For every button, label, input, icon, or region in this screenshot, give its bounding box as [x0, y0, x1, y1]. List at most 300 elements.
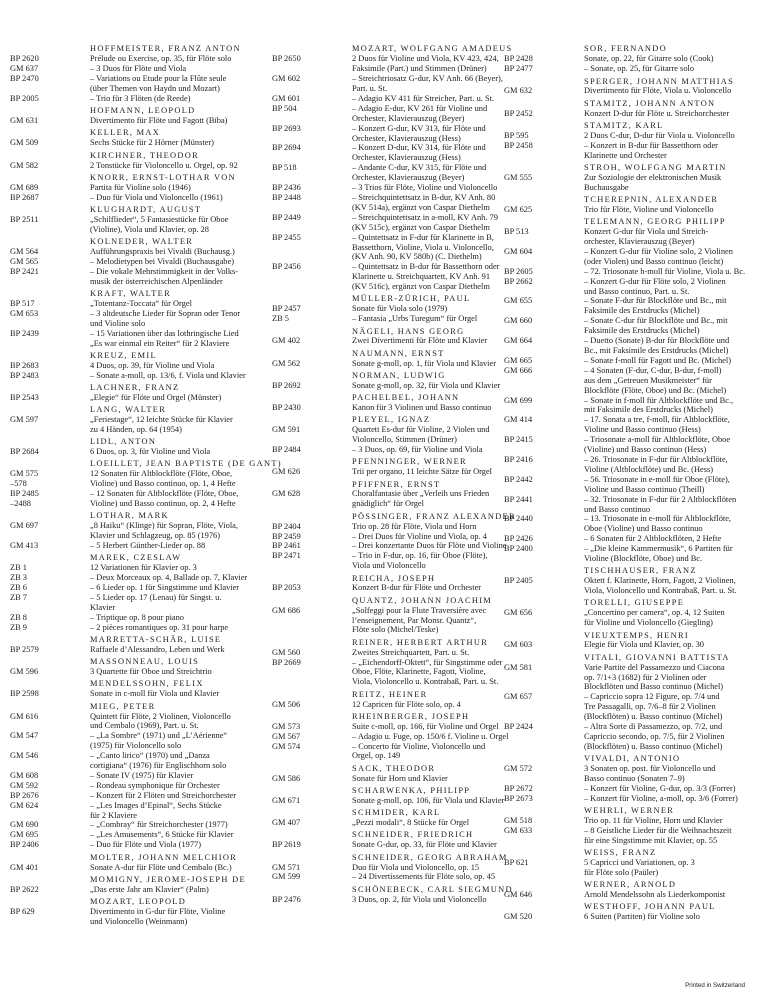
catalog-entry	[272, 262, 510, 292]
catalog-entry	[272, 840, 510, 850]
work-description-line: 6 Duos, op. 3, für Violine und Viola	[90, 447, 211, 457]
work-description-line: – Konzert in B-dur für Bassetthorn oder	[584, 140, 718, 150]
work-description-line: Blockflöten und Basso continuo (Michel)	[584, 682, 724, 692]
catalog-entry	[504, 356, 750, 366]
catalog-entry	[504, 794, 750, 804]
work-description-line: – 3 Duos, op. 69, für Violine und Viola	[352, 445, 483, 455]
catalog-entry	[10, 183, 248, 193]
work-description-line: „Es war einmal ein Reiter“ für 2 Klaviere	[90, 338, 230, 348]
catalog-number: ZB 7	[10, 592, 27, 602]
composer-heading: LANG, WALTER	[90, 405, 167, 415]
work-description-line: – „Die kleine Kammermusik“, 6 Partiten für	[584, 544, 733, 554]
work-description-line: 2 Duos für Violine und Viola, KV 423, 424,	[352, 54, 499, 64]
catalog-entry	[10, 499, 248, 509]
catalog-number: GM 666	[504, 365, 533, 375]
composer-heading: WERNER, ARNOLD	[584, 880, 677, 890]
catalog-number: GM 564	[10, 246, 39, 256]
catalog-entry	[504, 640, 750, 650]
work-description-line: – Altra Sorte di Passamezzo, op. 7/2, und	[584, 722, 723, 732]
catalog-entry	[272, 467, 510, 477]
catalog-number: BP 2470	[10, 74, 39, 84]
catalog-number: BP 2620	[10, 54, 39, 64]
composer-heading: TORELLI, GIUSEPPE	[584, 598, 685, 608]
work-description-line: Trio op. 11 für Violine, Horn und Klavier	[584, 816, 723, 826]
work-description-line: Capriccio secondo, op. 7/5, für 2 Violinen	[584, 732, 725, 742]
catalog-number: GM 546	[10, 751, 39, 761]
work-description-line: 3 Duos, op. 2, für Viola und Violoncello	[352, 894, 487, 904]
catalog-entry	[272, 722, 510, 732]
work-description-line: – Konzert für Violine, G-dur, op. 3/3 (Forrer)	[584, 783, 736, 793]
composer-heading: PACHELBEL, JOHANN	[352, 393, 460, 403]
work-description-line: Faksimile (Part.) und Stimmen (Drüner)	[352, 64, 487, 74]
catalog-number: GM 413	[10, 541, 39, 551]
work-description-line: Orchester, Klavierauszug (Hess)	[352, 153, 461, 163]
work-description-line: Klarinette und Orchester	[584, 150, 667, 160]
work-description-line: 12 Variationen für Klavier op. 3	[90, 563, 197, 573]
catalog-entry	[272, 94, 510, 104]
work-description-line: Sechs Stücke für 2 Hörner (Münster)	[90, 138, 214, 148]
catalog-entry	[10, 257, 248, 267]
catalog-entry	[10, 161, 248, 171]
catalog-number: BP 2426	[504, 534, 533, 544]
catalog-number: BP 595	[504, 130, 529, 140]
work-description-line: Bc., mit Faksimile des Erstdrucks (Michel)	[584, 346, 729, 356]
work-description-line: cortigiana“ (1976) für Englischhorn solo	[90, 761, 227, 771]
catalog-number: BP 2421	[10, 266, 39, 276]
catalog-number: GM 562	[272, 358, 301, 368]
composer-heading: REINER, HERBERT ARTHUR	[352, 637, 489, 647]
work-description-line: Konzert G-dur für Viola und Streich-	[584, 227, 709, 237]
composer-heading: QUANTZ, JOHANN JOACHIM	[352, 595, 493, 605]
work-description-line: Viola und Violoncello	[352, 561, 426, 571]
catalog-entry	[10, 54, 248, 64]
catalog-entry	[504, 141, 750, 161]
composer-heading: MIEG, PETER	[90, 701, 156, 711]
catalog-entry	[10, 415, 248, 435]
catalog-entry	[272, 425, 510, 445]
work-description-line: Sonate, op. 22, für Gitarre solo (Cook)	[584, 54, 714, 64]
catalog-number: GM 604	[504, 246, 533, 256]
work-description-line: (KV 515c), ergänzt von Caspar Diethelm	[352, 222, 490, 232]
catalog-number: GM 407	[272, 818, 301, 828]
catalog-number: GM 547	[10, 731, 39, 741]
catalog-number: BP 2662	[504, 276, 533, 286]
catalog-entry	[10, 267, 248, 287]
work-description-line: – Streichquintettsatz in B-dur, KV Anh. 80	[352, 192, 496, 202]
catalog-number: BP 2458	[504, 140, 533, 150]
catalog-entry	[272, 213, 510, 233]
catalog-number: ZB 6	[10, 583, 27, 593]
catalog-number: BP 2441	[504, 494, 533, 504]
printed-in-note: Printed in Switzerland	[685, 982, 745, 989]
catalog-entry	[272, 872, 510, 882]
work-description-line: Klavier und Schlagzeug, op. 85 (1976)	[90, 531, 221, 541]
composer-heading: MAREK, CZESLAW	[90, 553, 182, 563]
work-description-line: op. 7/1+3 (1682) für 2 Violinen oder	[584, 672, 707, 682]
composer-heading: STAMITZ, JOHANN ANTON	[584, 98, 716, 108]
catalog-number: BP 2471	[272, 551, 301, 561]
composer-heading: KRAFT, WALTER	[90, 288, 171, 298]
composer-heading: MÜLLER-ZÜRICH, PAUL	[352, 294, 471, 304]
work-description-line: Varie Partite del Passamezzo und Ciacona	[584, 662, 725, 672]
catalog-number: BP 513	[504, 227, 529, 237]
catalog-number: BP 2598	[10, 689, 39, 699]
work-description-line: (Violine), Viola und Klavier, op. 28	[90, 224, 209, 234]
work-description-line: „Solfeggi pour la Flute Traversière avec	[352, 605, 487, 615]
catalog-entry	[10, 116, 248, 126]
work-description-line: – 15 Variationen über das lothringische Lied	[90, 328, 239, 338]
catalog-entry	[10, 309, 248, 329]
catalog-number: BP 2622	[10, 884, 39, 894]
catalog-number: BP 2676	[10, 790, 39, 800]
catalog-entry	[272, 774, 510, 784]
work-description-line: „Pezzi modali“, 8 Stücke für Orgel	[352, 818, 470, 828]
catalog-number: BP 2439	[10, 328, 39, 338]
catalog-entry	[504, 608, 750, 628]
work-description-line: Sonate in c-moll für Viola und Klavier	[90, 689, 220, 699]
catalog-number: BP 2415	[504, 435, 533, 445]
work-description-line: – Deux Morceaux op. 4, Ballade op. 7, Klavier	[90, 573, 248, 583]
catalog-entry	[504, 396, 750, 416]
catalog-column-3	[504, 42, 750, 922]
catalog-number: GM 592	[10, 780, 39, 790]
composer-heading: LACHNER, FRANZ	[90, 382, 180, 392]
work-description-line: Divertimento in G-dur für Flöte, Violine	[90, 906, 226, 916]
catalog-entry	[504, 692, 750, 722]
composer-heading: WESTHOFF, JOHANN PAUL	[584, 902, 716, 912]
composer-heading: SCHÖNEBECK, CARL SIEGMUND	[352, 884, 513, 894]
work-description-line: „Schilflieder“, 5 Fantasiestücke für Oboe	[90, 214, 229, 224]
catalog-entry	[272, 183, 510, 193]
catalog-number: GM 633	[504, 825, 533, 835]
catalog-number: GM 689	[10, 182, 39, 192]
work-description-line: – Trio für 3 Flöten (de Reede)	[90, 93, 191, 103]
catalog-entry	[10, 247, 248, 257]
catalog-entry	[10, 907, 248, 927]
catalog-number: GM 599	[272, 872, 301, 882]
work-description-line: für 2 Klaviere	[90, 810, 137, 820]
catalog-entry	[504, 54, 750, 64]
catalog-entry	[272, 359, 510, 369]
composer-heading: WEHRLI, WERNER	[584, 806, 675, 816]
catalog-number: GM 695	[10, 830, 39, 840]
composer-heading: MARRETTA-SCHÄR, LUISE	[90, 635, 222, 644]
catalog-number: BP 2692	[272, 380, 301, 390]
catalog-entry	[504, 227, 750, 247]
composer-heading: PÖSSINGER, FRANZ ALEXANDER	[352, 511, 516, 521]
work-description-line: – Triptique op. 8 pour piano	[90, 612, 184, 622]
composer-heading: TELEMANN, GEORG PHILIPP	[584, 217, 726, 227]
catalog-number: BP 2457	[272, 304, 301, 314]
work-description-line: – Duo für Flöte und Viola (1977)	[90, 840, 201, 850]
catalog-number: BP 2694	[272, 143, 301, 153]
catalog-entry	[504, 64, 750, 74]
work-description-line: „Concertino per camera“, op. 4, 12 Suiten	[584, 608, 725, 618]
catalog-entry	[272, 233, 510, 263]
catalog-number: GM 574	[272, 741, 301, 751]
catalog-number: BP 2428	[504, 54, 533, 64]
catalog-entry	[10, 840, 248, 850]
work-description-line: – 3 Trios für Flöte, Violine und Violoncello	[352, 183, 498, 193]
catalog-number: GM 686	[272, 605, 301, 615]
catalog-number: BP 2416	[504, 454, 533, 464]
work-description-line: Part. u. St.	[352, 84, 388, 94]
catalog-number: BP 621	[504, 858, 529, 868]
work-description-line: – Adagio E-dur, KV 261 für Violine und	[352, 103, 488, 113]
catalog-number: ZB 8	[10, 612, 27, 622]
work-description-line: – 26. Triosonate in F-dur für Altblockflöte,	[584, 454, 728, 464]
work-description-line: (KV 514a), ergänzt von Caspar Diethelm	[352, 202, 490, 212]
catalog-number: BP 2442	[504, 474, 533, 484]
catalog-entry	[272, 522, 510, 532]
catalog-entry	[504, 296, 750, 316]
work-description-line: Quartett Es-dur für Violine, 2 Violen und	[352, 425, 490, 435]
work-description-line: 12 Sonaten für Altblockflöte (Flöte, Oboe,	[90, 469, 233, 479]
catalog-number: BP 2484	[272, 445, 301, 455]
catalog-number: BP 2683	[10, 360, 39, 370]
catalog-number: BP 2619	[272, 840, 301, 850]
catalog-entry	[504, 277, 750, 297]
catalog-number: BP 2605	[504, 266, 533, 276]
catalog-number: BP 2430	[272, 403, 301, 413]
work-description-line: 6 Suiten (Partiten) für Violine solo	[584, 912, 700, 922]
catalog-entry	[10, 521, 248, 541]
catalog-entry	[10, 215, 248, 235]
work-description-line: Arnold Mendelssohn als Liederkomponist	[584, 890, 726, 900]
catalog-entry	[504, 912, 750, 922]
composer-heading: VIVALDI, ANTONIO	[584, 754, 681, 764]
catalog-number: BP 2424	[504, 722, 533, 732]
work-description-line: (Violine) und Basso continuo (Hess)	[584, 445, 707, 455]
catalog-number: GM 555	[504, 172, 533, 182]
catalog-number: GM 572	[504, 764, 533, 774]
catalog-number: BP 2476	[272, 894, 301, 904]
catalog-entry	[504, 109, 750, 119]
work-description-line: Zweites Streichquartett, Part. u. St.	[352, 647, 470, 657]
composer-heading: KELLER, MAX	[90, 128, 161, 138]
catalog-number: BP 518	[272, 163, 297, 173]
work-description-line: – Streichtriosatz G-dur, KV Anh. 66 (Beyer),	[352, 74, 503, 84]
composer-heading: KREUZ, EMIL	[90, 350, 157, 360]
catalog-number: GM 571	[272, 862, 301, 872]
composer-heading: KNORR, ERNST-LOTHAR VON	[90, 172, 236, 182]
catalog-entry	[504, 890, 750, 900]
work-description-line: – 4 Sonaten (F-dur, C-dur, B-dur, f-moll)	[584, 365, 722, 375]
work-description-line: – Die vokale Mehrstimmigkeit in der Volks-	[90, 266, 239, 276]
work-description-line: „Elegie“ für Flöte und Orgel (Münster)	[90, 392, 222, 402]
catalog-number: GM 602	[272, 74, 301, 84]
composer-heading: TISCHHAUSER, FRANZ	[584, 566, 697, 576]
work-description-line: Raffaele d’Alessandro, Leben und Werk	[90, 644, 225, 654]
work-description-line: Zwei Divertimenti für Flöte und Klavier	[352, 336, 488, 346]
work-description-line: Faksimile des Erstdrucks (Michel)	[584, 326, 700, 336]
catalog-entry	[10, 689, 248, 699]
work-description-line: – 3 Duos für Flöte und Viola	[90, 64, 187, 74]
work-description-line: – 6 Lieder op. 1 für Singstimme und Klavier	[90, 583, 240, 593]
catalog-number: BP 2673	[504, 793, 533, 803]
work-description-line: – „Eichendorff-Oktett“, für Singstimme oder	[352, 657, 503, 667]
composer-heading: VITALI, GIOVANNI BATTISTA	[584, 652, 730, 662]
work-description-line: – Konzert G-dur für Violine solo, 2 Violinen	[584, 246, 733, 256]
work-description-line: Sonate A-dur für Flöte und Cembalo (Bc.)	[90, 862, 232, 872]
composer-heading: SCHNEIDER, FRIEDRICH	[352, 830, 474, 840]
catalog-entry	[10, 583, 248, 593]
catalog-entry	[10, 731, 248, 751]
work-description-line: „Totentanz-Toccata“ für Orgel	[90, 298, 192, 308]
work-description-line: – Sonate, op. 25, für Gitarre solo	[584, 64, 695, 74]
composer-heading: LOTHAR, MARK	[90, 511, 169, 521]
catalog-entry	[10, 801, 248, 821]
work-description-line: Sonate g-moll, op. 106, für Viola und Klavier	[352, 795, 505, 805]
work-description-line: – Sonate IV (1975) für Klavier	[90, 770, 194, 780]
work-description-line: – Streichquintettsatz in a-moll, KV Anh. 79	[352, 212, 498, 222]
composer-heading: MOLTER, JOHANN MELCHIOR	[90, 852, 238, 862]
work-description-line: Viola, Violoncello u. Kontrabaß, Part. u. St.	[352, 677, 499, 687]
work-description-line: Kanon für 3 Violinen und Basso continuo	[352, 403, 492, 413]
composer-heading: TCHEREPNIN, ALEXANDER	[584, 195, 719, 205]
catalog-entry	[272, 336, 510, 346]
catalog-number: GM 565	[10, 256, 39, 266]
work-description-line: Elegie für Viola und Klavier, op. 30	[584, 640, 704, 650]
catalog-entry	[504, 784, 750, 794]
catalog-number: GM 573	[272, 721, 301, 731]
work-description-line: – 3 altdeutsche Lieder für Sopran oder Tenor	[90, 308, 241, 318]
catalog-entry	[10, 329, 248, 349]
catalog-entry	[504, 455, 750, 475]
work-description-line: Sonate g-moll, op. 1, für Viola und Klavier	[352, 358, 497, 368]
catalog-entry	[504, 247, 750, 267]
catalog-entry	[272, 124, 510, 144]
work-description-line: (Blockflöten) u. Basso continuo (Michel)	[584, 712, 723, 722]
work-description-line: – Andante C-dur, KV 315, für Flöte und	[352, 163, 487, 173]
catalog-number: GM 603	[504, 640, 533, 650]
catalog-entry	[504, 722, 750, 752]
catalog-entry	[10, 613, 248, 623]
work-description-line: und Violine solo	[90, 318, 146, 328]
work-description-line: – Duetto (Sonate) B-dur für Blockflöte und	[584, 336, 730, 346]
catalog-number: GM 655	[504, 296, 533, 306]
work-description-line: „8 Haiku“ (Klinge) für Sopran, Flöte, Viola,	[90, 521, 238, 531]
catalog-entry	[504, 86, 750, 96]
catalog-number: GM 653	[10, 308, 39, 318]
catalog-entry	[10, 138, 248, 148]
work-description-line: Konzert D-dur für Flöte u. Streichorchester	[584, 108, 730, 118]
catalog-entry	[272, 314, 510, 324]
catalog-entry	[10, 645, 248, 655]
work-description-line: gnädiglich“ für Orgel	[352, 499, 424, 509]
catalog-entry	[10, 74, 248, 94]
work-description-line: – Triosonate a-moll für Altblockflöte, Oboe	[584, 435, 731, 445]
work-description-line: – Sonate in f-moll für Altblockflöte und Bc.,	[584, 395, 734, 405]
composer-heading: LIDL, ANTON	[90, 437, 157, 447]
catalog-entry	[272, 74, 510, 94]
catalog-entry	[504, 415, 750, 435]
catalog-number: ZB 1	[10, 563, 27, 573]
work-description-line: Tre Passagalli, op. 7/6–8 für 2 Violinen	[584, 702, 716, 712]
work-description-line: – Sonate C-dur für Blockflöte und Bc., mit	[584, 316, 728, 326]
work-description-line: Zur Soziologie der elektronischen Musik	[584, 172, 722, 182]
catalog-entry	[272, 583, 510, 593]
composer-heading: KOLNEDER, WALTER	[90, 237, 194, 247]
catalog-entry	[272, 143, 510, 163]
catalog-entry	[272, 732, 510, 742]
work-description-line: – Capriccio sopra 12 Figure, op. 7/4 und	[584, 692, 720, 702]
work-description-line: Violine (Blockflöte, Oboe) und Bc.	[584, 554, 703, 564]
composer-heading: SPERGER, JOHANN MATTHIAS	[584, 76, 735, 86]
work-description-line: Prélude ou Exercise, op. 35, für Flöte solo	[90, 54, 232, 64]
catalog-number: GM 401	[10, 862, 39, 872]
catalog-number: BP 2461	[272, 541, 301, 551]
catalog-number: BP 2404	[272, 521, 301, 531]
work-description-line: Violine) und Basso continuo, op. 2, 4 Hefte	[90, 499, 236, 509]
catalog-entry	[504, 764, 750, 784]
catalog-entry	[10, 563, 248, 573]
catalog-number: BP 2650	[272, 54, 301, 64]
composer-heading: SCHNEIDER, GEORG ABRAHAM	[352, 852, 508, 862]
catalog-entry	[272, 742, 510, 762]
catalog-number: BP 2477	[504, 64, 533, 74]
work-description-line: Sonate für Horn und Klavier	[352, 773, 448, 783]
catalog-number: GM 520	[504, 912, 533, 922]
work-description-line: (KV Anh. 90, KV 580b) (C. Diethelm)	[352, 252, 482, 262]
catalog-entry	[10, 371, 248, 381]
work-description-line: Bassetthorn, Violine, Viola u. Violoncello,	[352, 242, 494, 252]
work-description-line: – 24 Divertissements für Flöte solo, op. 45	[352, 872, 496, 882]
work-description-line: – Quintettsatz in F-dur für Klarinette in B,	[352, 232, 494, 242]
composer-heading: WEISS, FRANZ	[584, 848, 657, 858]
work-description-line: (Blockflöten) u. Basso continuo (Michel)	[584, 741, 723, 751]
work-description-line: für Flöte solo (Paüler)	[584, 867, 659, 877]
work-description-line: (KV 516c), ergänzt von Caspar Diethelm	[352, 282, 490, 292]
composer-heading: STROH, WOLFGANG MARTIN	[584, 162, 727, 172]
catalog-entry	[504, 316, 750, 336]
catalog-entry	[504, 544, 750, 564]
catalog-number: ZB 9	[10, 622, 27, 632]
composer-heading: HOFFMEISTER, FRANZ ANTON	[90, 44, 241, 54]
work-description-line: – Variations ou Etude pour la Flûte seule	[90, 74, 227, 84]
catalog-number: BP 2440	[504, 514, 533, 524]
catalog-entry	[272, 193, 510, 213]
catalog-column-2	[272, 42, 516, 905]
catalog-number: GM 596	[10, 667, 39, 677]
work-description-line: Violine und Basso continuo (Theill)	[584, 484, 705, 494]
composer-heading: REICHA, JOSEPH	[352, 573, 436, 583]
work-description-line: Quintett für Flöte, 2 Violinen, Violoncello	[90, 711, 231, 721]
catalog-entry	[504, 514, 750, 534]
catalog-number: BP 629	[10, 906, 35, 916]
catalog-entry	[10, 361, 248, 371]
work-description-line: – Konzert G-dur für Flöte solo, 2 Violinen	[584, 276, 726, 286]
catalog-number: GM 575	[10, 469, 39, 479]
work-description-line: Faksimile des Erstdrucks (Michel)	[584, 306, 700, 316]
catalog-number: GM 637	[10, 64, 39, 74]
work-description-line: Trio op. 28 für Flöte, Viola und Horn	[352, 521, 477, 531]
catalog-number: GM 506	[272, 699, 301, 709]
catalog-entry	[10, 751, 248, 771]
catalog-number: BP 2485	[10, 489, 39, 499]
catalog-entry	[504, 267, 750, 277]
composer-heading: VIEUXTEMPS, HENRI	[584, 630, 689, 640]
catalog-number: ZB 3	[10, 573, 27, 583]
work-description-line: Choralfantasie über „Verleih uns Frieden	[352, 489, 490, 499]
catalog-number: BP 2543	[10, 392, 39, 402]
work-description-line: Violine) und Basso continuo, op. 1, 4 Hefte	[90, 479, 236, 489]
work-description-line: Sonate für Viola solo (1979)	[352, 304, 448, 314]
catalog-number: BP 2693	[272, 123, 301, 133]
catalog-number: BP 2452	[504, 108, 533, 118]
catalog-number: BP 2449	[272, 212, 301, 222]
composer-heading: MASSONNEAU, LOUIS	[90, 657, 200, 667]
